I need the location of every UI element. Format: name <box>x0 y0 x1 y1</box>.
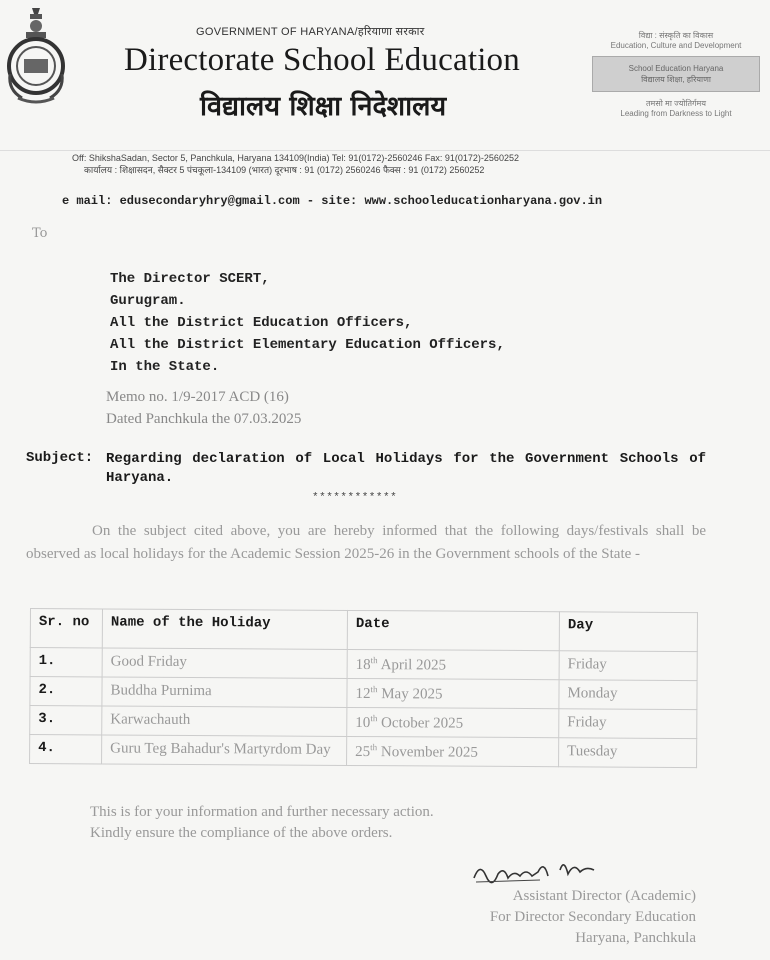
office-address-english: Off: ShikshaSadan, Sector 5, Panchkula, Haryana 134109(India) Tel: 91(0172)-2560246 Fax: 91(0172)-2560252 <box>72 153 519 163</box>
to-label: To <box>32 226 48 241</box>
date-day: 10 <box>355 714 371 732</box>
cell-sr: 1. <box>30 648 102 677</box>
cell-date <box>347 736 559 766</box>
signatory-designation: Assistant Director (Academic) <box>512 888 696 904</box>
logo-badge-line-2: विद्यालय शिक्षा, हरियाणा <box>641 75 711 84</box>
date-suffix: th <box>370 713 378 724</box>
date-suffix: th <box>370 655 378 666</box>
subject-text: Regarding declaration of Local Holidays for the Government Schools of Haryana. <box>106 451 706 486</box>
memo-block <box>106 386 301 430</box>
logo-subtitle: Education, Culture and Development <box>610 41 742 50</box>
cell-sr: 3. <box>30 706 102 735</box>
date-day: 25 <box>355 743 371 761</box>
header-divider <box>0 150 770 151</box>
table-row <box>30 677 697 710</box>
date-month-year: November 2025 <box>377 744 479 761</box>
cell-day: Monday <box>559 680 697 710</box>
table-row <box>30 735 697 768</box>
addressee-line: Gurugram. <box>110 293 186 309</box>
office-address-hindi: कार्यालय : शिक्षासदन, सैक्टर 5 पंचकूला-134109 (भारत) दूरभाष : 91 (0172) 2560246 फैक्स : 91 (0172) 2560252 <box>84 165 485 175</box>
logo-bottom-english: Leading from Darkness to Light <box>620 109 732 118</box>
table-row <box>30 706 697 739</box>
date-day: 12 <box>355 685 371 703</box>
cell-sr: 4. <box>30 735 102 764</box>
cell-date <box>347 649 559 679</box>
cell-holiday-name: Guru Teg Bahadur's Martyrdom Day <box>102 735 347 765</box>
closing-block <box>90 802 434 844</box>
school-education-logo <box>586 26 766 138</box>
logo-motto: विद्या : संस्कृति का विकास <box>638 31 714 40</box>
cell-holiday-name: Buddha Purnima <box>102 677 347 707</box>
header-day: Day <box>559 612 697 652</box>
logo-bottom-hindi: तमसो मा ज्योतिर्गमय <box>646 99 706 108</box>
cell-date <box>347 707 559 737</box>
cell-holiday-name: Karwachauth <box>102 706 347 736</box>
memo-number: Memo no. 1/9-2017 ACD (16) <box>106 389 289 405</box>
body-paragraph: On the subject cited above, you are hereby informed that the following days/festivals shall be observed as local holidays for the Academic Session 2025-26 in the Government schools of the State - <box>26 523 706 562</box>
date-day: 18 <box>355 656 371 674</box>
subject-label: Subject: <box>26 450 94 466</box>
memo-date: Dated Panchkula the 07.03.2025 <box>106 411 302 427</box>
signatory-place: Haryana, Panchkula <box>575 930 696 946</box>
cell-holiday-name: Good Friday <box>102 648 347 678</box>
cell-day: Tuesday <box>559 738 697 768</box>
email-site-line: e mail: edusecondaryhry@gmail.com - site: www.schooleducationharyana.gov.in <box>62 194 603 208</box>
closing-line-2: Kindly ensure the compliance of the above orders. <box>90 825 393 841</box>
date-suffix: th <box>370 742 378 753</box>
office-address <box>72 152 519 176</box>
table-row <box>30 648 697 681</box>
header-date: Date <box>347 610 559 650</box>
haryana-emblem-icon <box>4 2 68 106</box>
cell-day: Friday <box>559 709 697 739</box>
cell-sr: 2. <box>30 677 102 706</box>
header-sr-no: Sr. no <box>30 609 102 648</box>
cell-date <box>347 678 559 708</box>
date-month-year: October 2025 <box>377 715 464 732</box>
date-month-year: April 2025 <box>377 657 447 674</box>
date-month-year: May 2025 <box>377 686 443 703</box>
addressee-list <box>110 268 505 378</box>
addressee-line: All the District Elementary Education Officers, <box>110 337 505 353</box>
logo-badge-line-1: School Education Haryana <box>628 64 724 73</box>
signatory-for-line: For Director Secondary Education <box>489 909 696 925</box>
government-heading: GOVERNMENT OF HARYANA/हरियाणा सरकार <box>196 26 425 38</box>
directorate-title-hindi: विद्यालय शिक्षा निदेशालय <box>200 91 447 122</box>
addressee-line: In the State. <box>110 359 220 375</box>
addressee-line: All the District Education Officers, <box>110 315 413 331</box>
closing-line-1: This is for your information and further necessary action. <box>90 804 434 820</box>
signatory-block <box>404 886 696 949</box>
cell-day: Friday <box>559 651 697 681</box>
directorate-title: Directorate School Education <box>124 42 520 78</box>
separator-stars: ************ <box>312 492 398 504</box>
table-header-row <box>30 609 697 652</box>
date-suffix: th <box>370 684 378 695</box>
holiday-table <box>29 608 698 768</box>
addressee-line: The Director SCERT, <box>110 271 270 287</box>
logo-badge <box>592 56 760 92</box>
header-holiday-name: Name of the Holiday <box>102 609 347 649</box>
